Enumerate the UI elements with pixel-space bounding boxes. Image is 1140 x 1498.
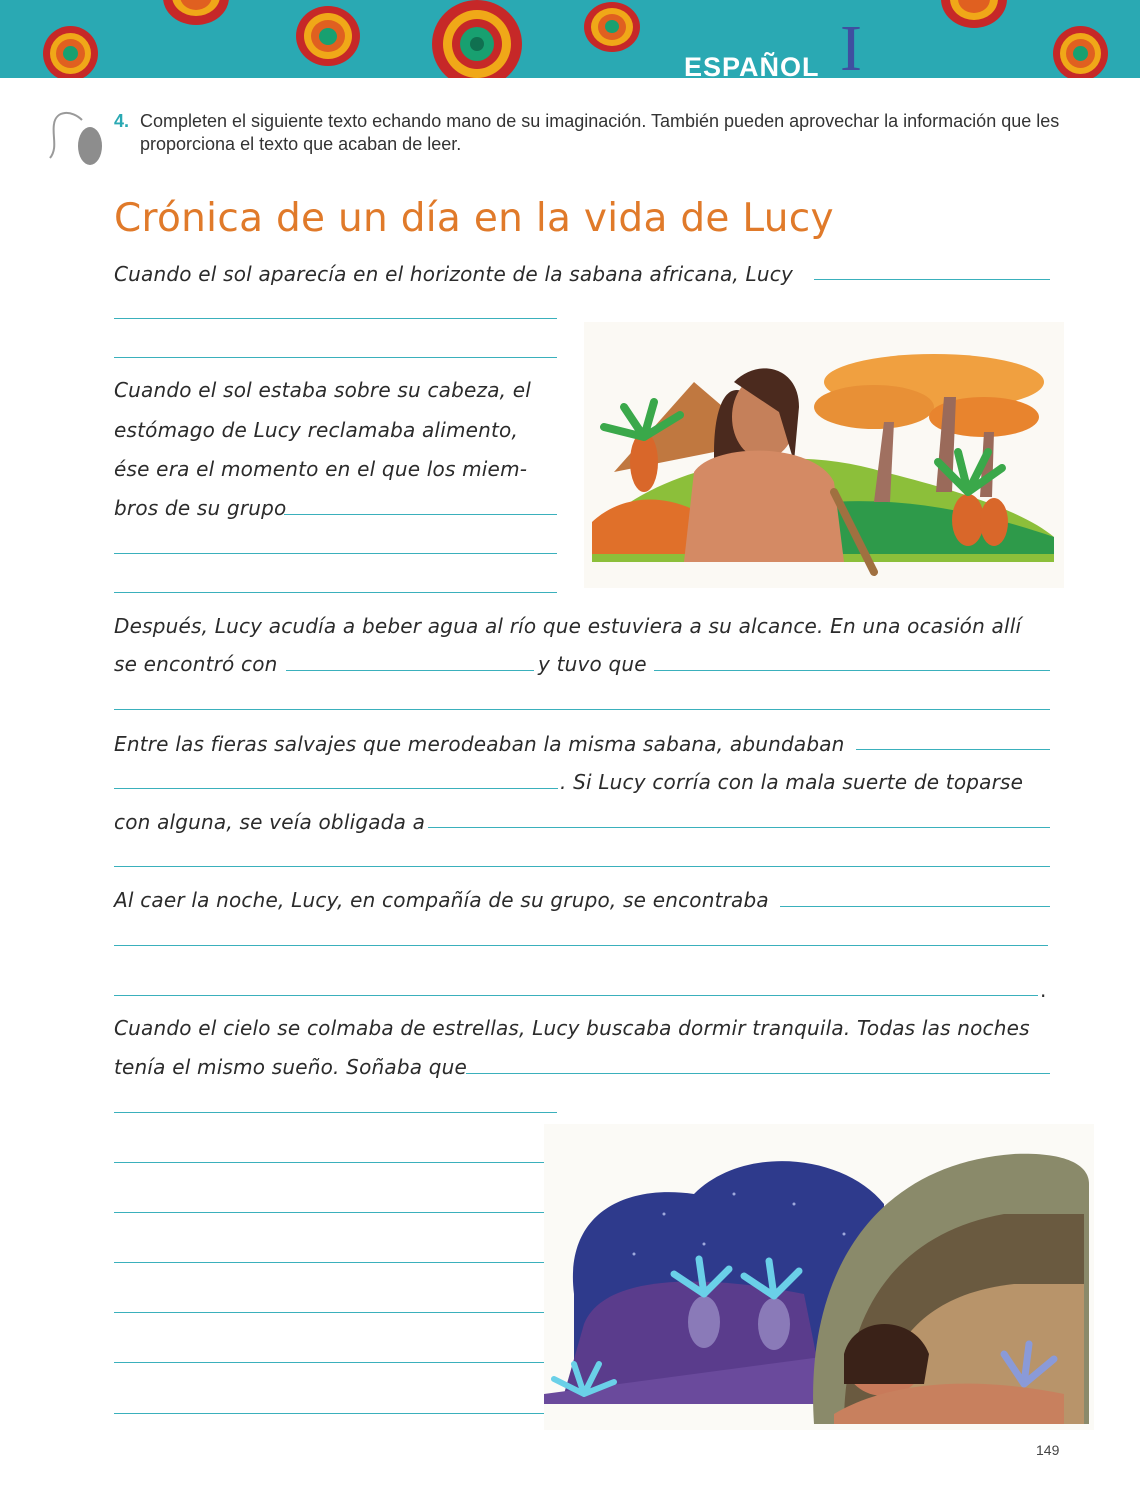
answer-line[interactable] xyxy=(114,1312,557,1313)
page-number: 149 xyxy=(1036,1442,1060,1458)
answer-line[interactable] xyxy=(114,1413,550,1414)
answer-line[interactable] xyxy=(284,514,557,515)
subject-title: ESPAÑOL xyxy=(684,52,820,78)
answer-line[interactable] xyxy=(114,1212,557,1213)
answer-line[interactable] xyxy=(114,357,557,358)
closing-period: . xyxy=(1040,978,1047,1002)
paragraph-text: y tuvo que xyxy=(538,652,647,676)
answer-line[interactable] xyxy=(286,670,534,671)
answer-line[interactable] xyxy=(428,827,1050,828)
answer-line[interactable] xyxy=(114,709,1050,710)
lucy-sleeping-illustration xyxy=(544,1124,1094,1430)
paragraph-text: Entre las fieras salvajes que merodeaban la misma sabana, abundaban xyxy=(114,732,845,756)
answer-line[interactable] xyxy=(114,866,1050,867)
answer-line[interactable] xyxy=(114,592,557,593)
answer-line[interactable] xyxy=(780,906,1050,907)
answer-line[interactable] xyxy=(114,945,1048,946)
paragraph-text: tenía el mismo sueño. Soñaba que xyxy=(114,1055,468,1079)
answer-line[interactable] xyxy=(114,995,1038,996)
volume-numeral: I xyxy=(840,12,862,78)
answer-line[interactable] xyxy=(814,279,1050,280)
paragraph-text: con alguna, se veía obligada a xyxy=(114,810,426,834)
paragraph-text: Cuando el sol estaba sobre su cabeza, el xyxy=(114,378,532,402)
answer-line[interactable] xyxy=(114,1112,557,1113)
instruction xyxy=(114,110,1064,156)
paragraph-text: Al caer la noche, Lucy, en compañía de su grupo, se encontraba xyxy=(114,888,769,912)
answer-line[interactable] xyxy=(856,749,1050,750)
paragraph-text: estómago de Lucy reclamaba alimento, xyxy=(114,418,519,442)
instruction-number: 4. xyxy=(114,111,130,131)
header-band xyxy=(0,0,1140,78)
paragraph-text: ése era el momento en el que los miem- xyxy=(114,457,528,481)
answer-line[interactable] xyxy=(114,553,557,554)
paragraph-text: bros de su grupo xyxy=(114,496,287,520)
chronicle-title: Crónica de un día en la vida de Lucy xyxy=(114,196,834,241)
answer-line[interactable] xyxy=(114,788,558,789)
lucy-savanna-illustration xyxy=(584,322,1064,588)
paragraph-text: Cuando el cielo se colmaba de estrellas, Lucy buscaba dormir tranquila. Todas las noches xyxy=(114,1016,1030,1040)
paragraph-text: Cuando el sol aparecía en el horizonte de la sabana africana, Lucy xyxy=(114,262,793,286)
paragraph-text: se encontró con xyxy=(114,652,278,676)
paragraph-text: . Si Lucy corría con la mala suerte de toparse xyxy=(560,770,1024,794)
answer-line[interactable] xyxy=(114,318,557,319)
answer-line[interactable] xyxy=(114,1362,557,1363)
mouse-icon xyxy=(42,106,106,166)
paragraph-text: Después, Lucy acudía a beber agua al río que estuviera a su alcance. En una ocasión allí xyxy=(114,614,1022,638)
answer-line[interactable] xyxy=(114,1262,557,1263)
answer-line[interactable] xyxy=(466,1073,1050,1074)
answer-line[interactable] xyxy=(654,670,1050,671)
instruction-text: Completen el siguiente texto echando mano de su imaginación. También pueden aprovechar la información que les proporciona el texto que acaban de leer. xyxy=(140,111,1060,154)
answer-line[interactable] xyxy=(114,1162,557,1163)
